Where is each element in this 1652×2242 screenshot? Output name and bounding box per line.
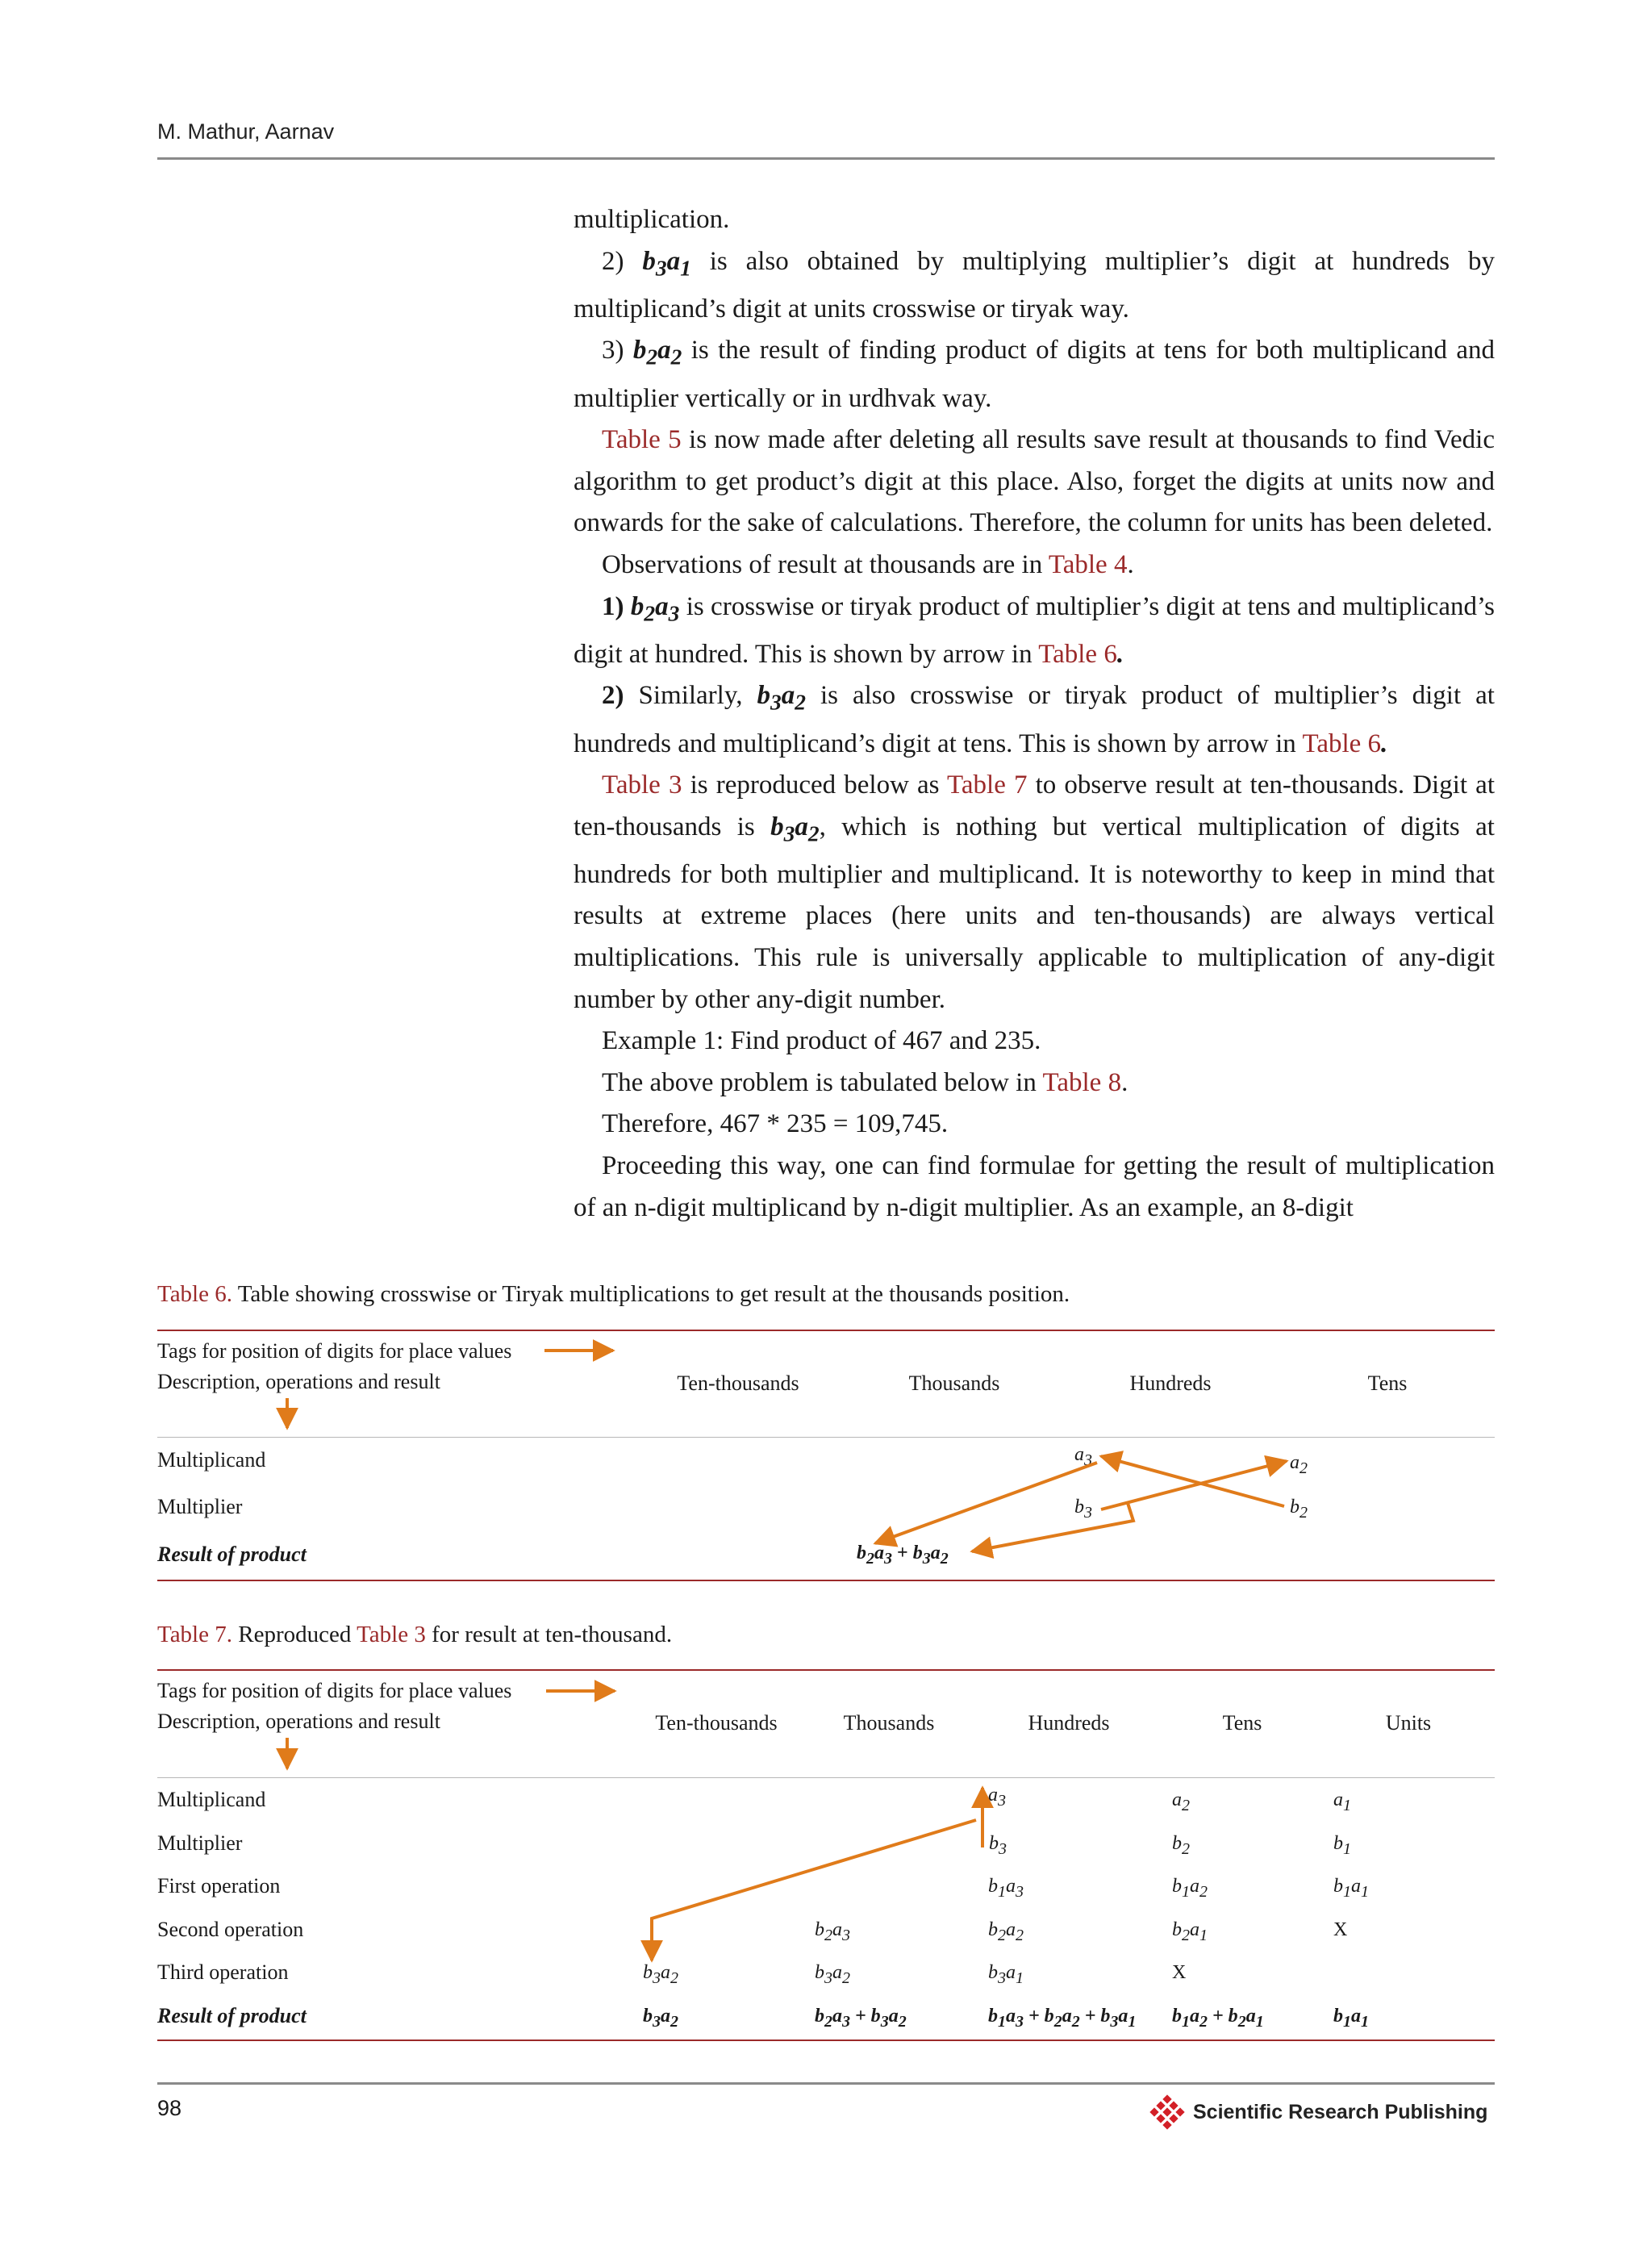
- table6-caption: Table 6. Table showing crosswise or Tiryak multiplications to get result at the thousands position.: [157, 1281, 1070, 1307]
- table7-multiplicand-tens: $a_2$: [1172, 1789, 1190, 1814]
- publisher-name: Scientific Research Publishing: [1193, 2100, 1488, 2123]
- ref-table-3[interactable]: Table 3: [602, 770, 682, 800]
- table7-result-thousands: $b_2a_3 + b_3a_2$: [815, 2006, 907, 2031]
- table7-col-ten-thousands: Ten-thousands: [655, 1711, 778, 1735]
- table6-b3: $b_3$: [1074, 1497, 1092, 1522]
- table6-row-multiplicand: Multiplicand: [157, 1448, 266, 1472]
- table7-third-thousands: $b_3a_2$: [815, 1962, 850, 1987]
- para-8: Example 1: Find product of 467 and 235.: [602, 1026, 1041, 1056]
- table7-tag-label: Tags for position of digits for place values: [157, 1679, 512, 1702]
- table6-col-tens: Tens: [1367, 1372, 1408, 1395]
- para-11: Proceeding this way, one can find formulae for getting the result of multiplication of an n-digit multiplicand by n-digit multiplier. As an example, an 8-digit: [574, 1151, 1495, 1222]
- scirp-logo-icon: [1149, 2094, 1185, 2130]
- table7-first-tens: $b_1a_2$: [1172, 1876, 1208, 1901]
- table7-second-tens: $b_2a_1$: [1172, 1919, 1208, 1944]
- table6-a2: $a_2$: [1290, 1452, 1308, 1477]
- table7-third-hundreds: $b_3a_1$: [988, 1962, 1024, 1987]
- ref-table-4[interactable]: Table 4: [1048, 549, 1128, 579]
- table7-multiplier-hundreds: $b_3$: [989, 1833, 1007, 1858]
- table7-row-third-operation: Third operation: [157, 1960, 289, 1984]
- ref-table-6[interactable]: Table 6: [1302, 729, 1382, 758]
- table7-multiplier-tens: $b_2$: [1172, 1833, 1190, 1858]
- table7-second-units: X: [1333, 1919, 1348, 1940]
- table7-row-multiplicand: Multiplicand: [157, 1788, 266, 1811]
- table7-col-hundreds: Hundreds: [1028, 1711, 1110, 1735]
- ref-table-3[interactable]: Table 3: [357, 1622, 426, 1647]
- table7-row-multiplier: Multiplier: [157, 1831, 243, 1855]
- table6-desc-label: Description, operations and result: [157, 1370, 440, 1393]
- table7-arrow-to-ten-thousands: [652, 1820, 976, 1960]
- table6-row-result: Result of product: [157, 1543, 307, 1566]
- table7-row-result: Result of product: [157, 2004, 307, 2027]
- ref-table-6[interactable]: Table 6: [1038, 639, 1117, 669]
- table6-tag-label: Tags for position of digits for place values: [157, 1339, 512, 1363]
- table6-arrow-b3-to-result: [972, 1503, 1133, 1551]
- table6-arrow-b2-to-a3: [1101, 1456, 1284, 1506]
- table7-col-units: Units: [1385, 1711, 1432, 1735]
- table7-third-ten-thousands: $b_3a_2$: [643, 1962, 678, 1987]
- table7-caption: Table 7. Reproduced Table 3 for result at ten-thousand.: [157, 1622, 673, 1647]
- ref-table-8[interactable]: Table 8: [1042, 1067, 1122, 1097]
- table7-second-hundreds: $b_2a_2$: [988, 1919, 1024, 1944]
- running-head-authors: M. Mathur, Aarnav: [157, 119, 335, 144]
- table6-a3: $a_3$: [1074, 1444, 1092, 1469]
- table7-multiplicand-hundreds: $a_3$: [988, 1785, 1006, 1810]
- para-4: Observations of result at thousands are in Table 4.: [602, 549, 1134, 579]
- table7-result-ten-thousands: $b_3a_2$: [643, 2006, 678, 2031]
- footer-rule: [157, 2082, 1495, 2085]
- table7-row-second-operation: Second operation: [157, 1918, 304, 1941]
- table7-desc-label: Description, operations and result: [157, 1710, 440, 1733]
- ref-table-7[interactable]: Table 7: [947, 770, 1028, 800]
- table7-first-hundreds: $b_1a_3$: [988, 1876, 1024, 1901]
- para-5: 1) $b_2a_3$ is crosswise or tiryak product of multiplier’s digit at tens and multiplicand’s digit at hundred. This is shown by arrow in Table 6.: [574, 591, 1495, 669]
- para-0: multiplication.: [574, 205, 730, 234]
- para-6: 2) Similarly, $b_3a_2$ is also crosswise or tiryak product of multiplier’s digit at hundreds and multiplicand’s digit at tens. This is shown by arrow in Table 6.: [574, 681, 1495, 758]
- table6-col-ten-thousands: Ten-thousands: [677, 1372, 799, 1395]
- para-9: The above problem is tabulated below in Table 8.: [602, 1067, 1128, 1097]
- table7-col-tens: Tens: [1222, 1711, 1262, 1735]
- ref-table-5[interactable]: Table 5: [602, 425, 682, 455]
- table7-result-hundreds: $b_1a_3 + b_2a_2 + b_3a_1$: [988, 2006, 1137, 2031]
- para-3: Table 5 is now made after deleting all results save result at thousands to find Vedic algorithm to get product’s digit at this place. Also, forget the digits at units now and onwards for the sake of calculations. Therefore, the column for units has been deleted.: [574, 425, 1495, 538]
- para-1: 2) $b_3a_1$ is also obtained by multiplying multiplier’s digit at hundreds by multiplicand’s digit at units crosswise or tiryak way.: [574, 246, 1495, 324]
- table6-row-multiplier: Multiplier: [157, 1495, 243, 1518]
- table7-multiplier-units: $b_1$: [1333, 1833, 1351, 1858]
- table6-arrow-b3-to-a2: [1101, 1461, 1287, 1509]
- table7-first-units: $b_1a_1$: [1333, 1876, 1369, 1901]
- para-10: Therefore, 467 * 235 = 109,745.: [602, 1109, 949, 1139]
- table6-arrow-a3-to-result: [875, 1463, 1097, 1543]
- table6-result-value: $b_2a_3 + b_3a_2$: [857, 1543, 949, 1568]
- table7-row-first-operation: First operation: [157, 1874, 281, 1898]
- table7-second-thousands: $b_2a_3$: [815, 1919, 850, 1944]
- table6-col-thousands: Thousands: [908, 1372, 1000, 1395]
- para-7: Table 3 is reproduced below as Table 7 to observe result at ten-thousands. Digit at ten-thousands is $b_3a_2$, which is nothing but vertical multiplication of digits at hundreds for both multiplier and multiplicand. It is noteworthy to keep in mind that results at extreme places (here units and ten-thousands) are always vertical multiplications. This rule is universally applicable to multiplication of any-digit number by other any-digit number.: [574, 770, 1495, 1014]
- table7-multiplicand-units: $a_1$: [1333, 1789, 1351, 1814]
- para-2: 3) $b_2a_2$ is the result of finding product of digits at tens for both multiplicand and multiplier vertically or in urdhvak way.: [574, 336, 1496, 413]
- table7-third-tens: X: [1172, 1962, 1187, 1983]
- publisher-logo[interactable]: [1149, 2094, 1487, 2130]
- table7-col-thousands: Thousands: [843, 1711, 935, 1735]
- page-number: 98: [157, 2096, 182, 2120]
- table7-result-units: $b_1a_1$: [1333, 2006, 1369, 2031]
- table7-result-tens: $b_1a_2 + b_2a_1$: [1172, 2006, 1264, 2031]
- table6-b2: $b_2$: [1290, 1497, 1308, 1522]
- table6-col-hundreds: Hundreds: [1129, 1372, 1212, 1395]
